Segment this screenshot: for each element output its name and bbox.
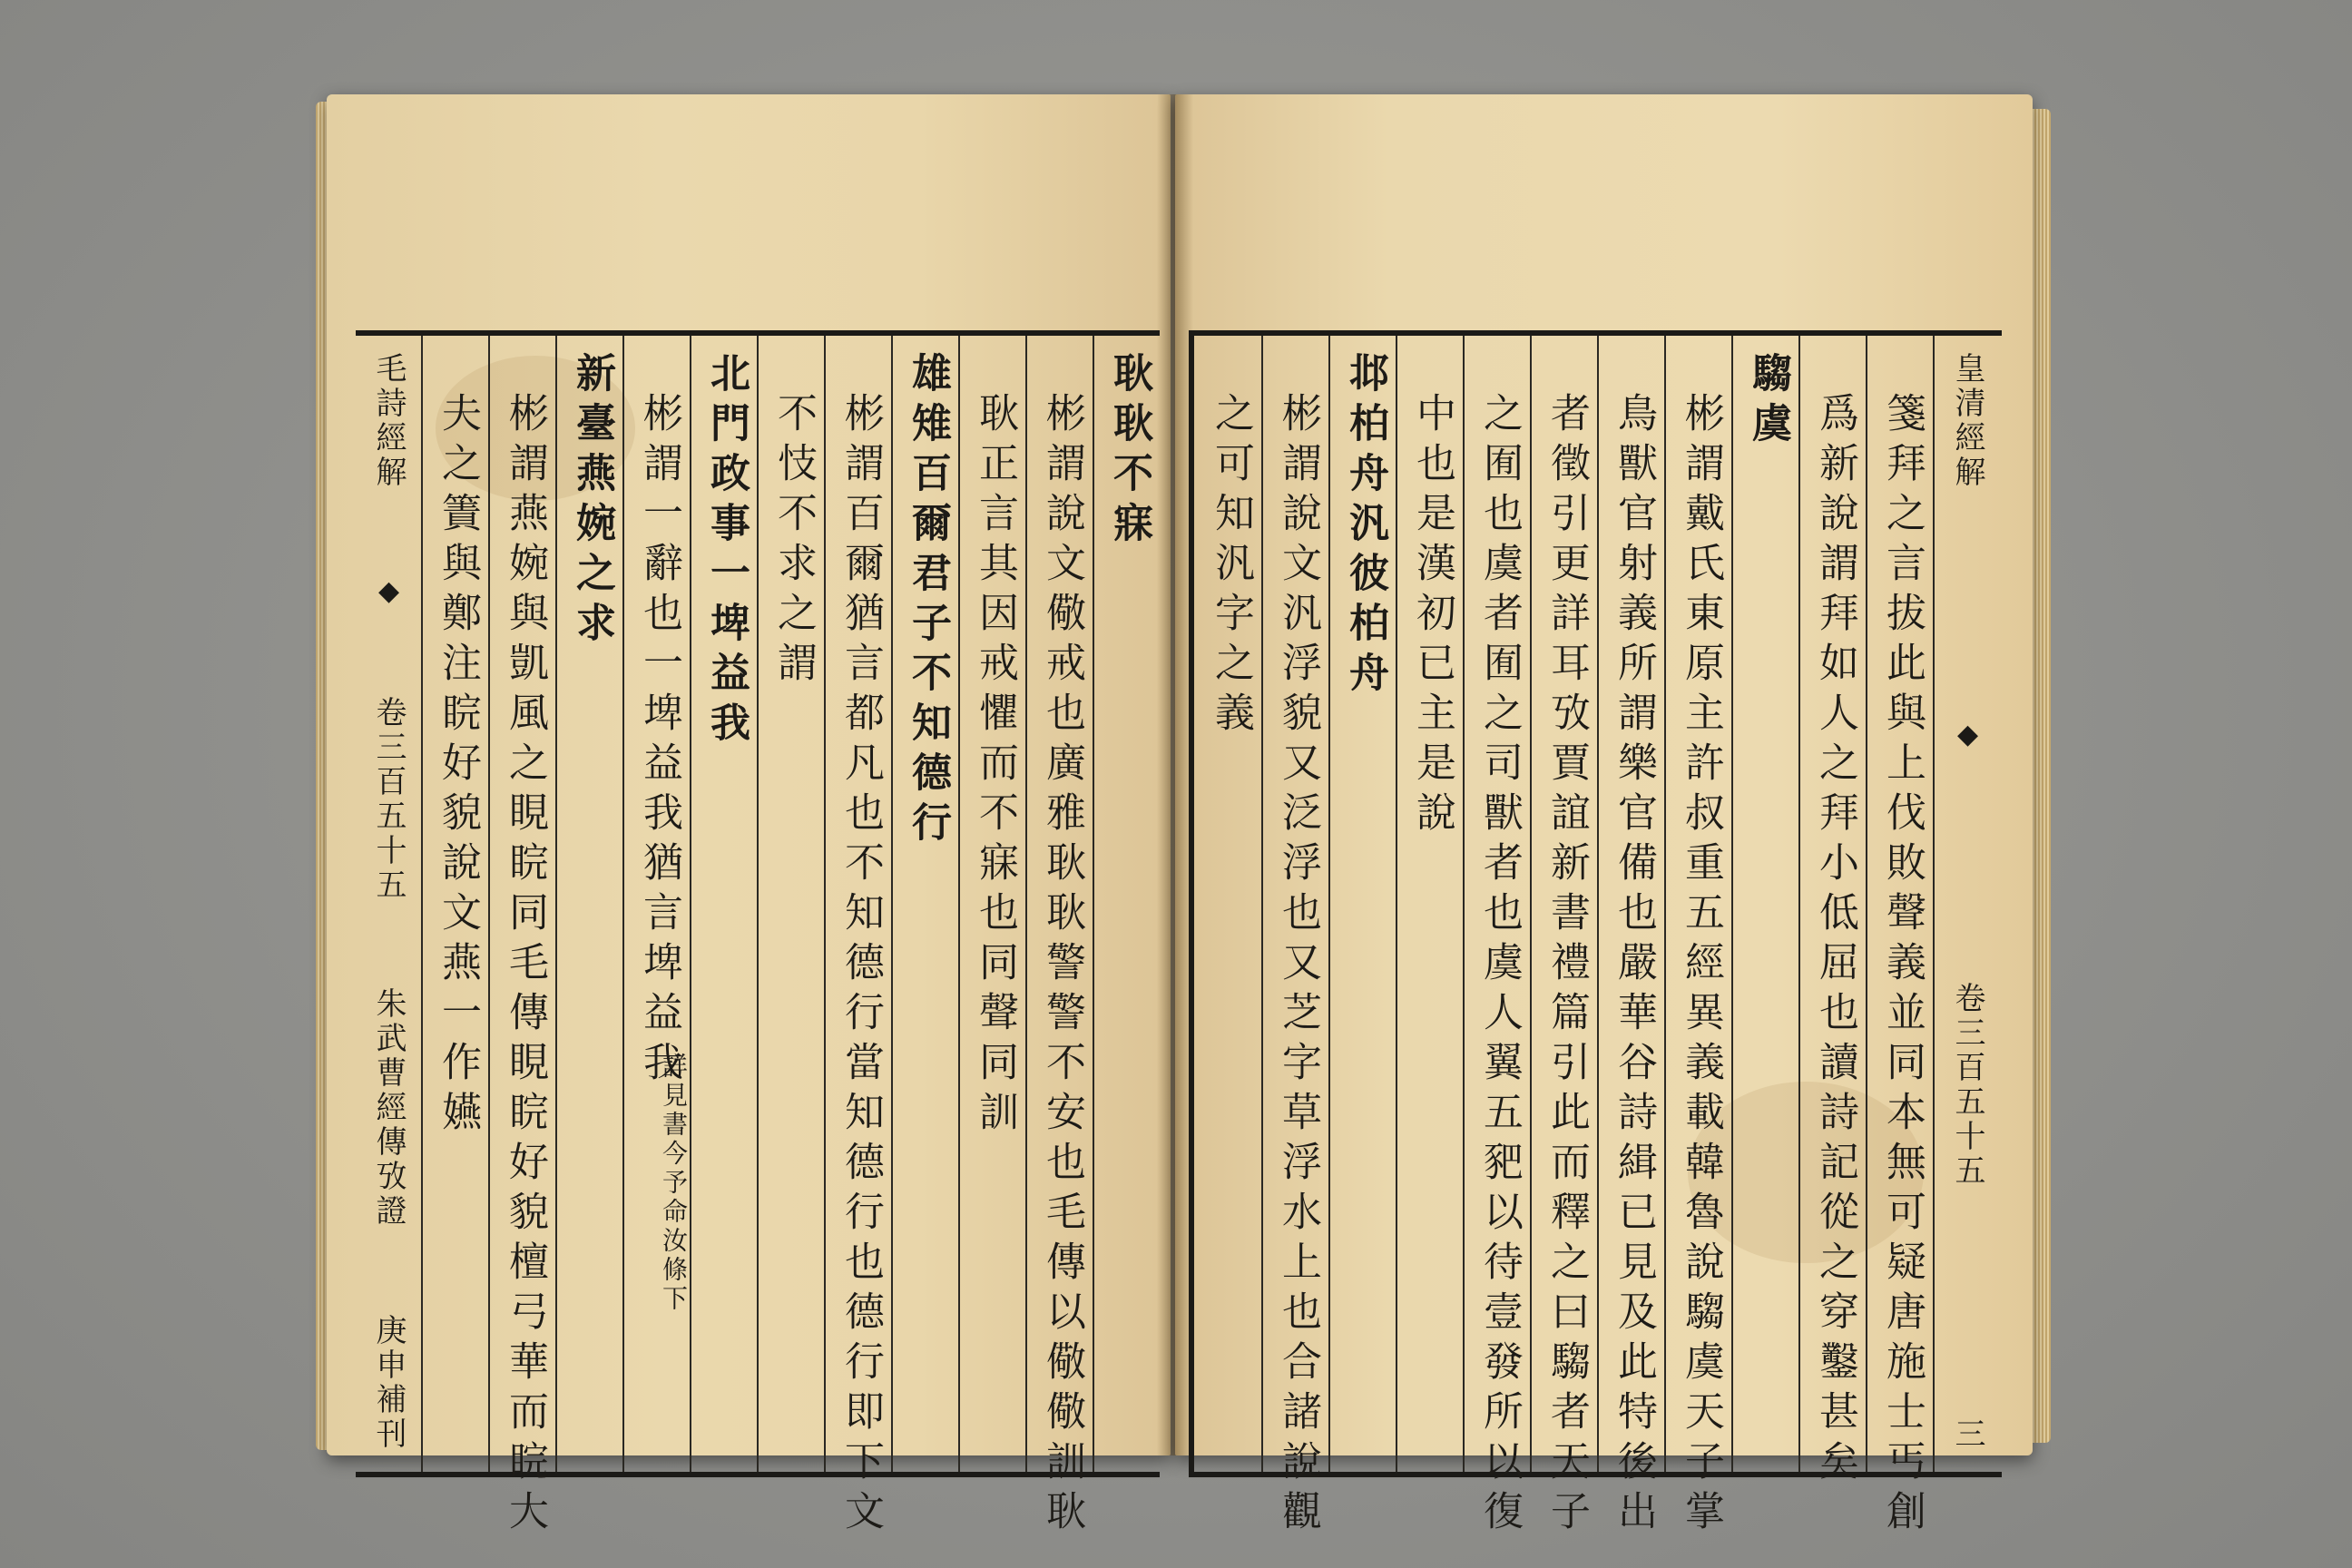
text-column: 之囿也虞者囿之司獸者也虞人翼五豝以待壹發所以復 [1476, 392, 1523, 1540]
right-text-frame [1189, 330, 2002, 1540]
column-rule [1597, 336, 1599, 1472]
inline-note: 詳見書今予命汝條下 [659, 1053, 689, 1314]
column-rule [824, 336, 826, 1472]
margin-title: 毛詩經解 [370, 352, 407, 490]
text-column: 新臺燕婉之求 [569, 352, 615, 652]
text-column: 騶虞 [1745, 352, 1791, 452]
text-column: 夫之簀與鄭注睆好貌說文燕一作嬿 [435, 392, 481, 1141]
book-gutter [1157, 94, 1193, 1455]
text-column: 邶柏舟汎彼柏舟 [1342, 352, 1388, 701]
margin-book-title: 朱武曹經傳攷證 [370, 987, 407, 1230]
text-column: 耿耿不寐 [1106, 352, 1152, 552]
left-text-frame [356, 330, 1160, 1540]
margin-edition: 庚申補刊 [370, 1314, 407, 1452]
column-rule [421, 336, 423, 1472]
margin-title: 皇清經解 [1949, 352, 1985, 490]
column-rule [555, 336, 557, 1472]
column-rule [1731, 336, 1733, 1472]
text-column: 箋拜之言拔此與上伐敗聲義並同本無可疑唐施士丐創 [1879, 392, 1926, 1540]
column-rule [1664, 336, 1666, 1472]
margin-band [1938, 352, 1996, 1452]
column-rule [1798, 336, 1800, 1472]
column-rule [1093, 336, 1094, 1472]
column-rule [891, 336, 893, 1472]
open-book [327, 83, 2033, 1540]
column-rule [1463, 336, 1465, 1472]
text-column: 北門政事一埤益我 [703, 352, 750, 751]
text-column: 不忮不求之謂 [770, 392, 817, 691]
column-rule [1025, 336, 1027, 1472]
text-column: 爲新說謂拜如人之拜小低屈也讀詩記從之穿鑿甚矣 [1812, 392, 1858, 1490]
column-rule [1396, 336, 1397, 1472]
margin-juan: 卷三百五十五 [370, 695, 407, 903]
column-rule [488, 336, 490, 1472]
column-rule [757, 336, 759, 1472]
text-column: 者徵引更詳耳攷賈誼新書禮篇引此而釋之曰騶者天子 [1544, 392, 1590, 1540]
text-column: 彬謂一辭也一埤益我猶言埤益我 [636, 392, 682, 1091]
text-column: 彬謂戴氏東原主許叔重五經異義載韓魯說騶虞天子掌 [1678, 392, 1724, 1540]
text-column: 中也是漢初已主是說 [1409, 392, 1455, 841]
folio-number: 三 [1949, 1416, 1985, 1452]
column-rule [958, 336, 960, 1472]
fish-tail-mark: ◆ [1952, 718, 1984, 754]
text-column: 彬謂說文汎浮貌又泛浮也又芝字草浮水上也合諸說觀 [1275, 392, 1321, 1540]
column-rule [1866, 336, 1867, 1472]
text-column: 彬謂百爾猶言都凡也不知德行當知德行也德行即下文 [838, 392, 884, 1540]
text-column: 雄雉百爾君子不知德行 [905, 352, 951, 851]
column-rule [690, 336, 691, 1472]
text-column: 彬謂說文儆戒也廣雅耿耿警警不安也毛傳以儆儆訓耿 [1039, 392, 1085, 1540]
text-column: 鳥獸官射義所謂樂官備也嚴華谷詩緝已見及此特後出 [1611, 392, 1657, 1540]
column-rule [1530, 336, 1532, 1472]
column-rule [1933, 336, 1935, 1472]
text-column: 耿正言其因戒懼而不寐也同聲同訓 [972, 392, 1018, 1141]
column-rule [1261, 336, 1263, 1472]
margin-band [359, 352, 417, 1452]
column-rule [1328, 336, 1330, 1472]
fish-tail-mark: ◆ [373, 574, 405, 611]
text-column: 之可知汎字之義 [1208, 392, 1254, 741]
column-rule [622, 336, 624, 1472]
text-column: 彬謂燕婉與凱風之睍睆同毛傳睍睆好貌檀弓華而睆大 [502, 392, 548, 1540]
margin-juan: 卷三百五十五 [1949, 982, 1985, 1190]
